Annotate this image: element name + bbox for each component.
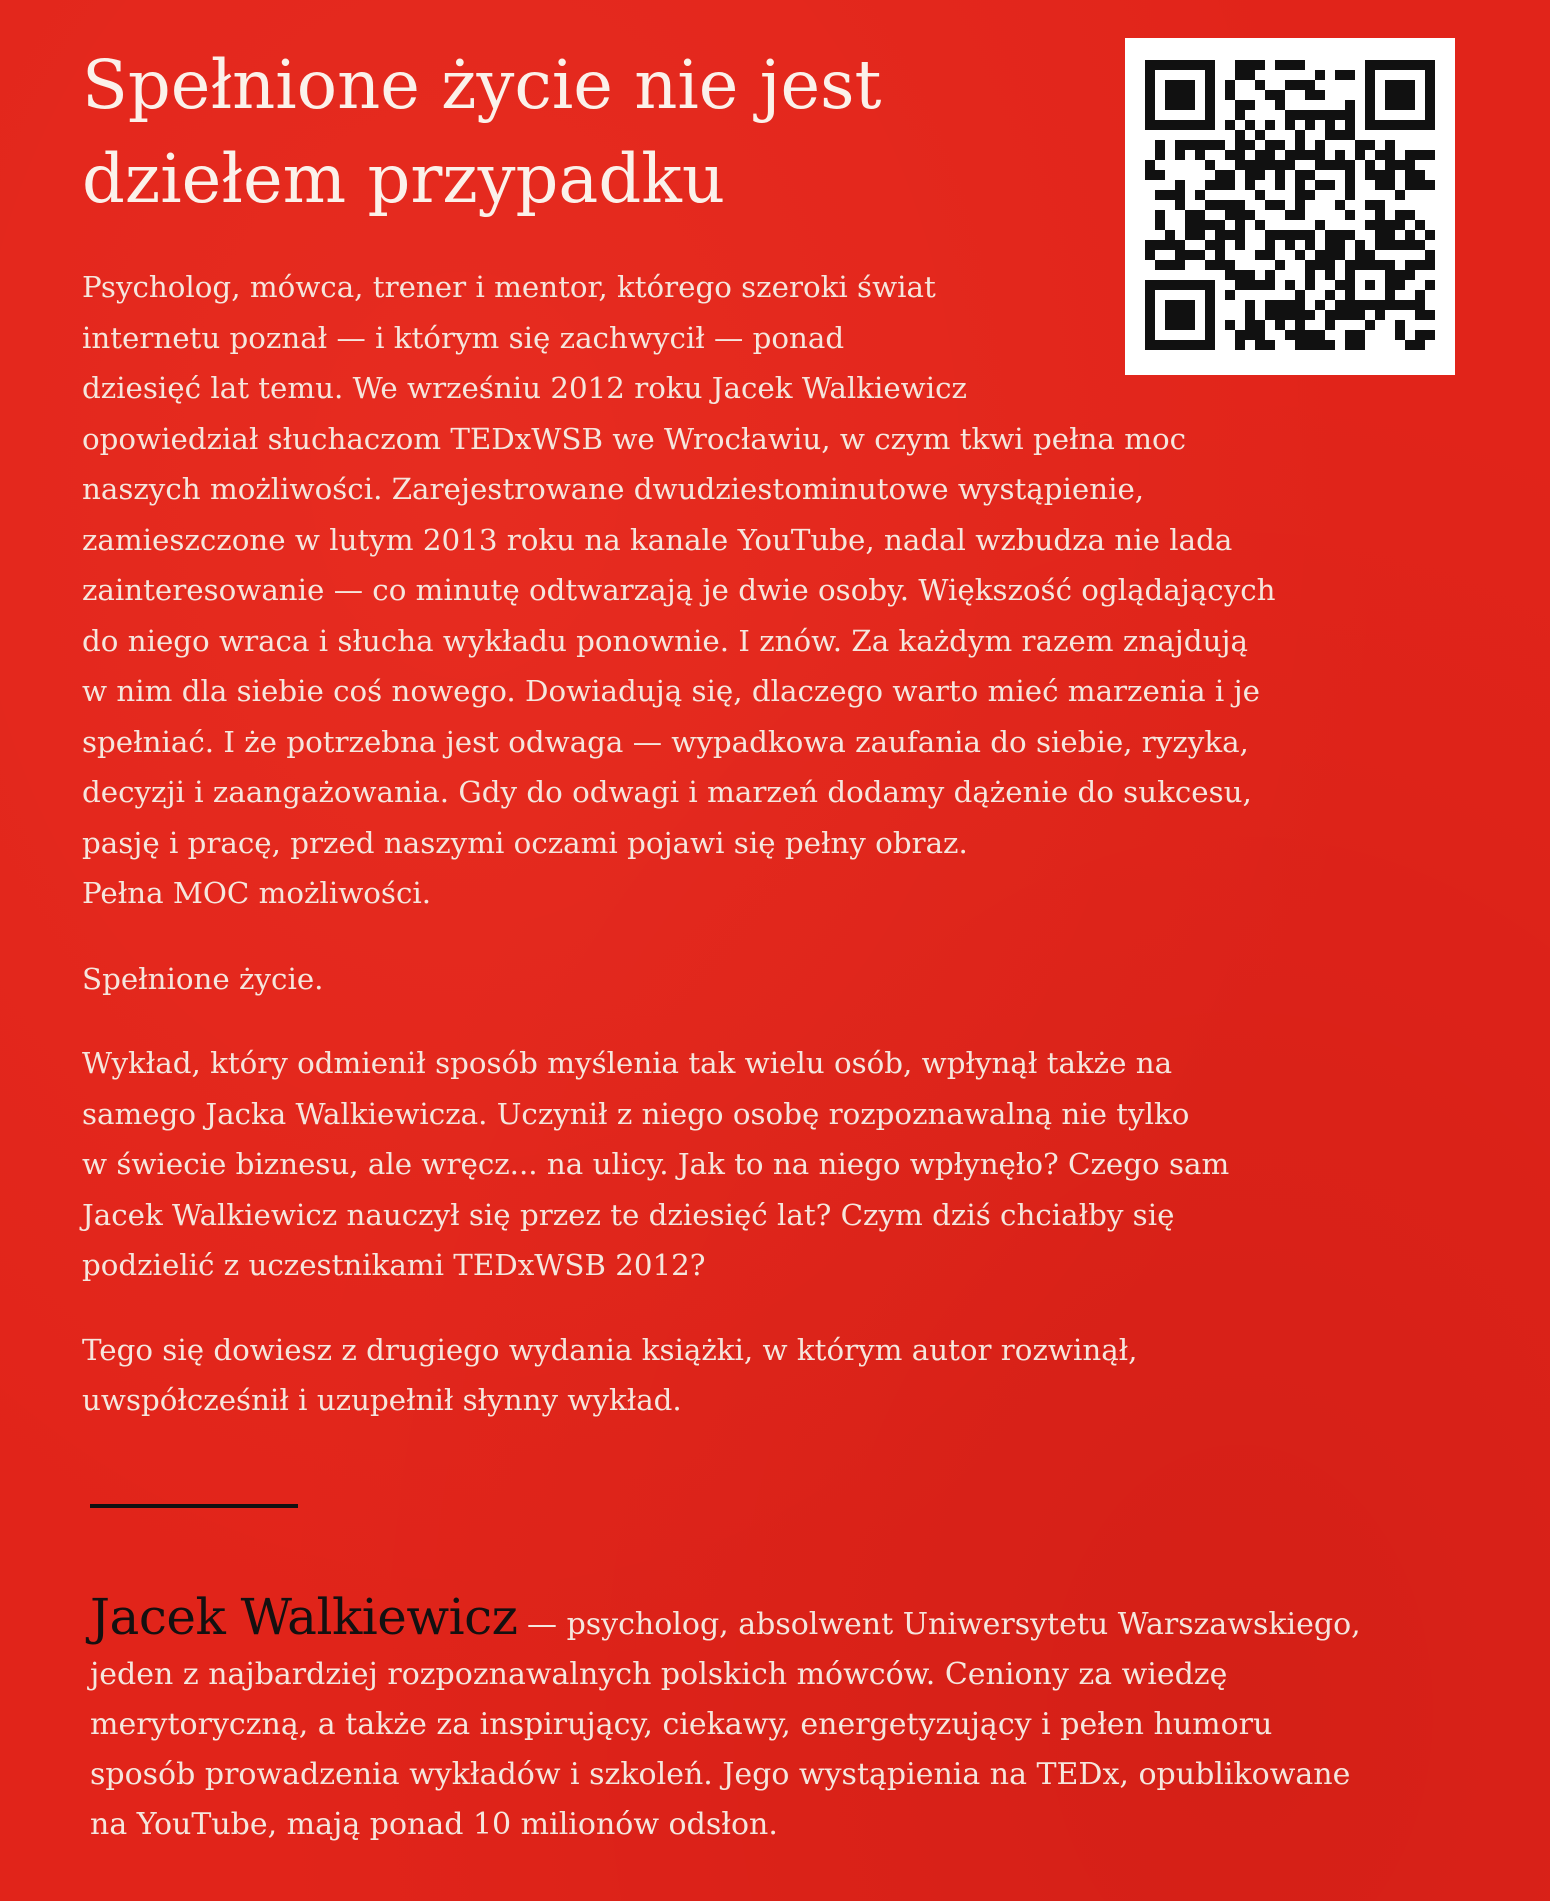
description-paragraph-2: Spełnione życie. (82, 961, 324, 996)
author-bio (90, 1588, 1490, 1850)
headline (82, 38, 1042, 226)
description-paragraph-4: Tego się dowiesz z drugiego wydania książki, w którym autor rozwinął, uwspółcześnił i uzupełnił słynny wykład. (82, 1332, 1138, 1417)
description-paragraph-3: Wykład, który odmienił sposób myślenia tak wielu osób, wpłynął także na samego Jacka Walkiewicza. Uczynił z niego osobę rozpoznawalną nie tylko w świecie biznesu, ale wręcz... na ulicy. Jak to na niego wpłynęło? Czego sam Jacek Walkiewicz nauczył się przez te dziesięć lat? Czym dziś chciałby się podzielić z uczestnikami TEDxWSB 2012? (82, 1046, 1230, 1282)
author-name: Jacek Walkiewicz (90, 1588, 518, 1646)
description (82, 262, 1462, 1426)
section-divider (90, 1504, 298, 1508)
headline-line-1: Spełnione życie nie jest (82, 46, 882, 124)
headline-line-2: dziełem przypadku (82, 140, 726, 218)
description-paragraph-1: Psycholog, mówca, trener i mentor, którego szeroki świat internetu poznał — i którym się zachwycił — ponad dziesięć lat temu. We wrześniu 2012 roku Jacek Walkiewicz opowiedział słuchaczom TEDxWSB we Wrocławiu, w czym tkwi pełna moc naszych możliwości. Zarejestrowane dwudziestominutowe wystąpienie, zamieszczone w lutym 2013 roku na kanale YouTube, nadal wzbudza nie lada zainteresowanie — co minutę odtwarzają je dwie osoby. Większość oglądających do niego wraca i słucha wykładu ponownie. I znów. Za każdym razem znajdują w nim dla siebie coś nowego. Dowiadują się, dlaczego warto mieć marzenia i je spełniać. I że potrzebna jest odwaga — wypadkowa zaufania do siebie, ryzyka, decyzji i zaangażowania. Gdy do odwagi i marzeń dodamy dążenie do sukcesu, pasję i pracę, przed naszymi oczami pojawi się pełny obraz. Pełna MOC możliwości. (82, 270, 1276, 910)
author-bio-text: — psycholog, absolwent Uniwersytetu Warszawskiego, jeden z najbardziej rozpoznawalnych polskich mówców. Ceniony za wiedzę merytoryczną, a także za inspirujący, ciekawy, energetyzujący i pełen humoru sposób prowadzenia wykładów i szkoleń. Jego wystąpienia na TEDx, opublikowane na YouTube, mają ponad 10 milionów odsłon. (90, 1607, 1361, 1842)
